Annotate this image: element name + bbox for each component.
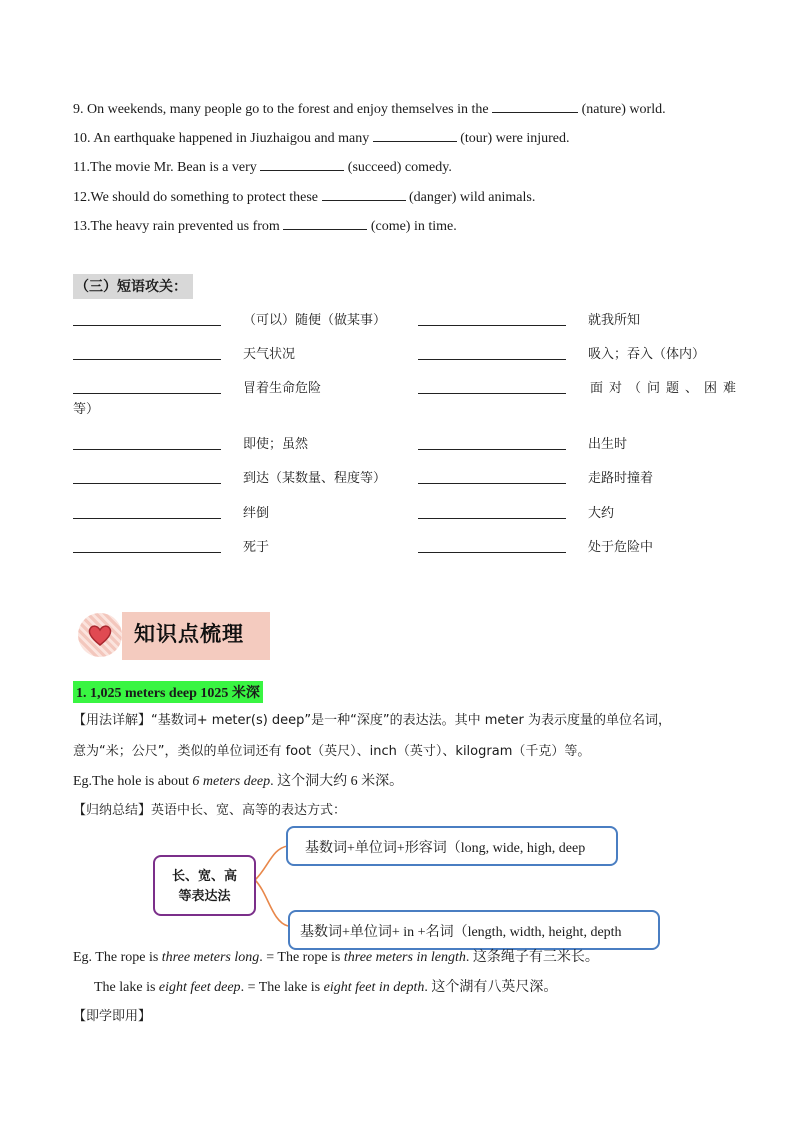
- exercise-text: 11.The movie Mr. Bean is a very: [73, 160, 261, 175]
- phrase-meaning: （可以）随便（做某事）: [243, 313, 387, 328]
- phrase-meaning-wrap: 等）: [73, 402, 100, 417]
- phrase-meaning: 处于危险中: [588, 540, 654, 555]
- example-text: . 这个湖有八英尺深。: [424, 980, 558, 995]
- center-text: 长、宽、高: [171, 869, 237, 884]
- summary-label: 【归纳总结】: [73, 803, 152, 818]
- exercise-text: 10. An earthquake happened in Jiuzhaigou and many: [73, 131, 373, 146]
- apply-label: 【即学即用】: [73, 1009, 152, 1024]
- example-text: . 这个洞大约 6 米深。: [270, 774, 404, 789]
- phrase-meaning: 出生时: [588, 437, 628, 452]
- example-italic: three meters in length: [343, 950, 466, 965]
- exercise-text: 13.The heavy rain prevented us from: [73, 219, 284, 234]
- center-text: 等表达法: [178, 889, 231, 904]
- node-text: 基数词+单位词+ in +名词（length, width, height, depth: [300, 925, 622, 940]
- example-text: Eg.The hole is about: [73, 774, 193, 789]
- example-text: . 这条绳子有三米长。: [465, 950, 599, 965]
- phrase-meaning: 天气状况: [243, 347, 296, 362]
- example-italic: eight feet in depth: [323, 980, 425, 995]
- example-text: The lake is: [94, 980, 159, 995]
- usage-text: “基数词+ meter(s) deep”是一种“深度”的表达法。其中 meter 为表示度量的单位名词，: [151, 713, 671, 728]
- phrase-meaning: 到达（某数量、程度等）: [243, 471, 387, 486]
- example-italic: 6 meters deep: [192, 774, 271, 789]
- usage-text: 意为“米；公尺”，类似的单位词还有 foot（英尺）、inch（英寸）、kilogram（千克）等。: [73, 744, 591, 759]
- phrase-meaning: 死于: [243, 540, 270, 555]
- mindmap-center: [153, 855, 256, 916]
- phrase-meaning: 绊倒: [243, 506, 270, 521]
- exercise-hint: (tour) were injured.: [460, 131, 570, 146]
- example-text: Eg. The rope is: [73, 950, 162, 965]
- exercise-text: 9. On weekends, many people go to the forest and enjoy themselves in the: [73, 102, 493, 117]
- example-3: [94, 976, 557, 996]
- phrase-meaning: 即使；虽然: [243, 437, 309, 452]
- section-title: （三）短语攻关：: [73, 274, 193, 299]
- phrase-meaning: 就我所知: [588, 313, 641, 328]
- exercise-text: 12.We should do something to protect these: [73, 190, 322, 205]
- example-italic: eight feet deep: [158, 980, 241, 995]
- exercise-hint: (danger) wild animals.: [409, 190, 536, 205]
- mindmap-top-node: [286, 826, 618, 866]
- phrase-meaning: 冒着生命危险: [243, 381, 322, 396]
- apply-line: [73, 1005, 151, 1025]
- point-heading: 1. 1,025 meters deep 1025 米深: [73, 681, 263, 703]
- exercise-hint: (nature) world.: [581, 102, 666, 117]
- exercise-hint: (come) in time.: [370, 219, 457, 234]
- phrase-meaning: 面对（问题、困难: [590, 381, 743, 396]
- mindmap-bottom-node: [288, 910, 660, 950]
- banner-title: 知识点梳理: [134, 622, 244, 646]
- summary-text: 英语中长、宽、高等的表达方式：: [151, 803, 347, 818]
- example-2: [73, 946, 599, 966]
- exercise-hint: (succeed) comedy.: [347, 160, 452, 175]
- phrase-meaning: 吸入；吞入（体内）: [588, 347, 706, 362]
- example-text: . = The lake is: [240, 980, 324, 995]
- phrase-meaning: 大约: [588, 506, 615, 521]
- example-italic: three meters long: [161, 950, 260, 965]
- example-text: . = The rope is: [259, 950, 344, 965]
- usage-label: 【用法详解】: [73, 713, 152, 728]
- phrase-meaning: 走路时撞着: [588, 471, 654, 486]
- node-text: 基数词+单位词+形容词（long, wide, high, deep: [305, 841, 586, 856]
